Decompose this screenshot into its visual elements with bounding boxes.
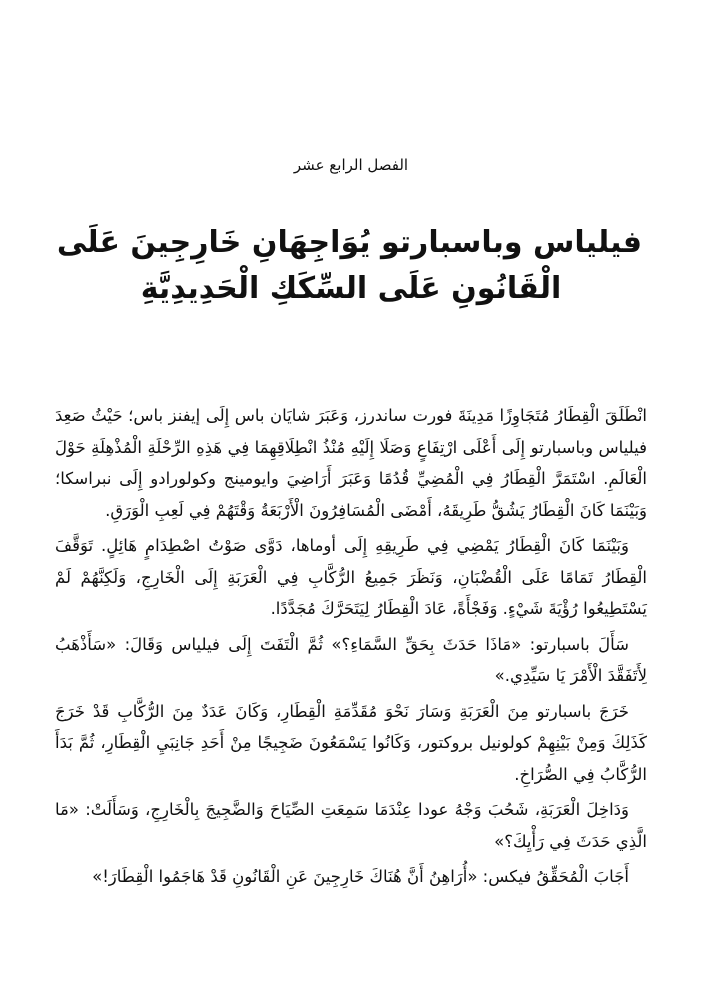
chapter-body [55,400,647,897]
chapter-title [56,220,642,312]
paragraph: انْطَلَقَ الْقِطَارُ مُتَجَاوِزًا مَدِينَةَ فورت ساندرز، وَعَبَرَ شايَان باس إِلَى إيفنز باس؛ حَيْثُ صَعِدَ فيلياس وباسبارتو إِلَى أَعْلَى ارْتِفَاعٍ وَصَلَا إِلَيْهِ مُنْذُ انْطِلَاقِهِمَا فِي هَذِهِ الرِّحْلَةِ الْمُذْهِلَةِ حَوْلَ الْعَالَمِ. اسْتَمَرَّ الْقِطَارُ فِي الْمُضِيِّ قُدُمًا وَعَبَرَ أَرَاضِيَ وايومينج وكولورادو إِلَى نبراسكا؛ وَبَيْنَمَا كَانَ الْقِطَارُ يَشُقُّ طَرِيقَهُ، أَمْضَى الْمُسَافِرُونَ الْأَرْبَعَةُ وَقْتَهُمْ فِي لَعِبِ الْوَرَقِ. [55,406,647,520]
chapter-title-line-2: الْقَانُونِ عَلَى السِّكَكِ الْحَدِيدِيَّةِ [140,271,562,306]
paragraph: وَبَيْنَمَا كَانَ الْقِطَارُ يَمْضِي فِي طَرِيقِهِ إِلَى أوماها، دَوَّى صَوْتُ اصْطِدَامٍ هَائِلٍ. تَوَقَّفَ الْقِطَارُ تَمَامًا عَلَى الْقُضْبَانِ، وَنَظَرَ جَمِيعُ الرُّكَّابِ فِي الْعَرَبَةِ إِلَى الْخَارِجِ، وَلَكِنَّهُمْ لَمْ يَسْتَطِيعُوا رُؤْيَةَ شَيْءٍ. وَفَجْأَةً، عَادَ الْقِطَارُ لِيَتَحَرَّكَ مُجَدَّدًا. [55,536,647,618]
paragraph: خَرَجَ باسبارتو مِنَ الْعَرَبَةِ وَسَارَ نَحْوَ مُقَدِّمَةِ الْقِطَارِ، وَكَانَ عَدَدٌ مِنَ الرُّكَّابِ قَدْ خَرَجَ كَذَلِكَ وَمِنْ بَيْنِهِمْ كولونيل بروكتور، وَكَانُوا يَسْمَعُونَ ضَجِيجًا مِنْ أَحَدِ جَانِبَيِ الْقِطَارِ، ثُمَّ بَدَأَ الرُّكَّابُ فِي الصُّرَاخِ. [55,701,647,784]
paragraph: سَأَلَ باسبارتو: «مَاذَا حَدَثَ بِحَقِّ السَّمَاءِ؟» ثُمَّ الْتَفَتَ إِلَى فيلياس وَقَالَ: «سَأَذْهَبُ لِأَتَفَقَّدَ الْأَمْرَ يَا سَيِّدِي.» [55,634,647,685]
chapter-number: الفصل الرابع عشر [293,156,409,174]
paragraph: أَجَابَ الْمُحَقِّقُ فيكس: «أُرَاهِنُ أَنَّ هُنَاكَ خَارِجِينَ عَنِ الْقَانُونِ قَدْ هَاجَمُوا الْقِطَارَ!» [92,867,629,886]
paragraph: وَدَاخِلَ الْعَرَبَةِ، شَحُبَ وَجْهُ عودا عِنْدَمَا سَمِعَتِ الصِّيَاحَ وَالضَّجِيجَ بِالْخَارِجِ، وَسَأَلَتْ: «مَا الَّذِي حَدَثَ فِي رَأْيِكَ؟» [55,800,647,851]
chapter-title-line-1: فيلياس وباسبارتو يُوَاجِهَانِ خَارِجِينَ عَلَى [56,225,642,260]
